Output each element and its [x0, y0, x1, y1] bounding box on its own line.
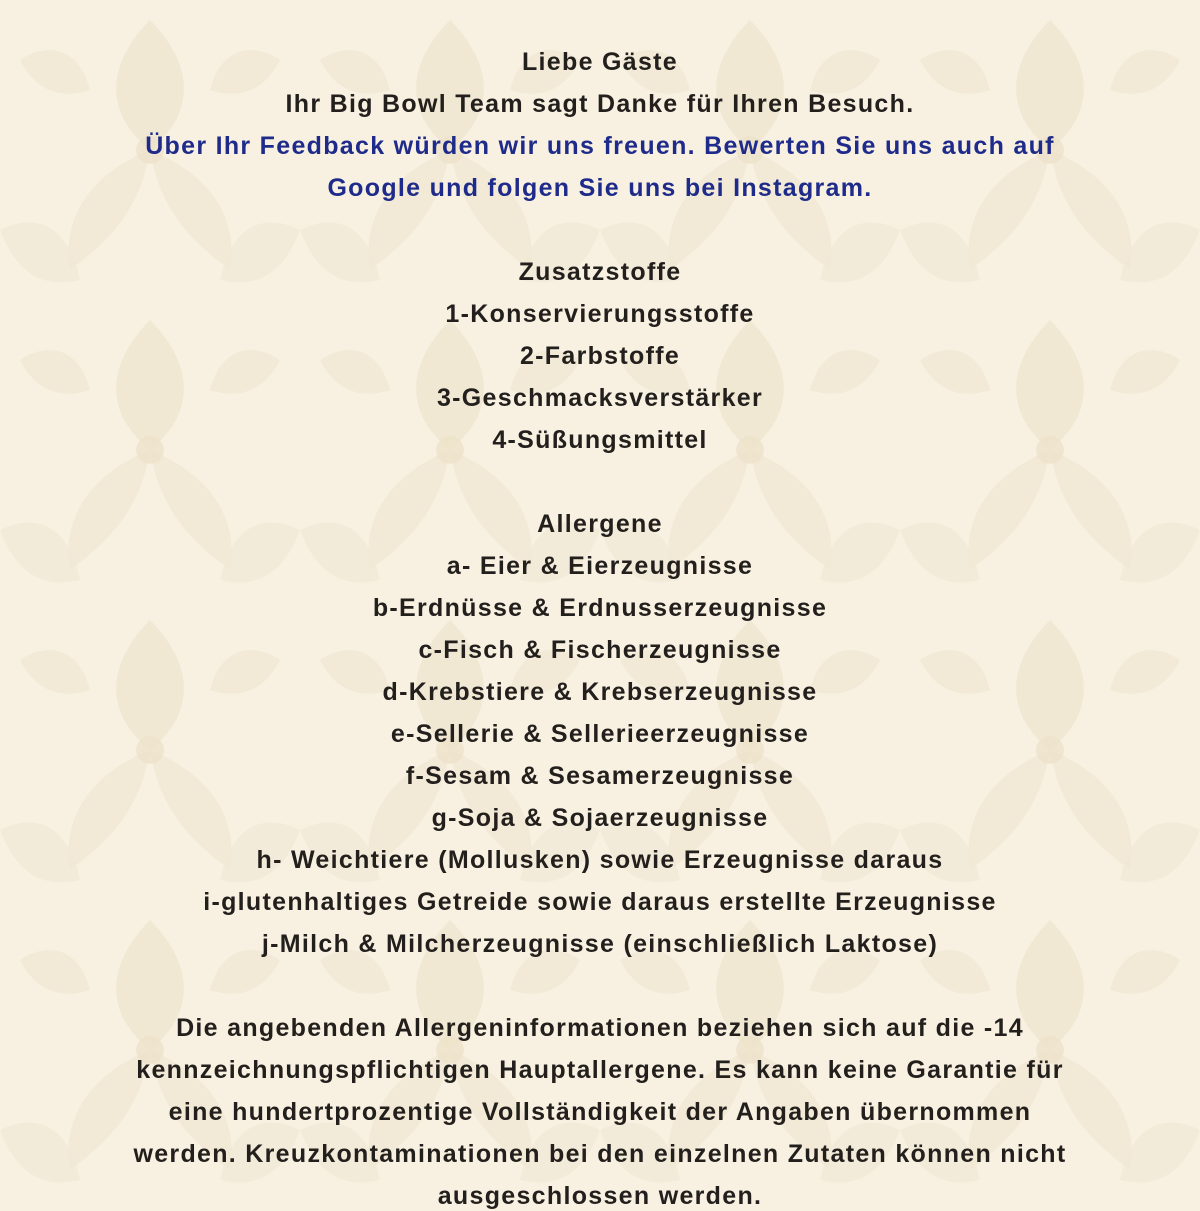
thanks-text: Ihr Big Bowl Team sagt Danke für Ihren Besuch. [285, 90, 915, 118]
allergen-item: b-Erdnüsse & Erdnusserzeugnisse [372, 594, 828, 622]
additive-item: 2-Farbstoffe [519, 342, 681, 370]
allergen-item: f-Sesam & Sesamerzeugnisse [405, 762, 795, 790]
greeting-title: Liebe Gäste [521, 48, 679, 76]
allergen-item: j-Milch & Milcherzeugnisse (einschließlich Laktose) [261, 930, 939, 958]
allergen-item: c-Fisch & Fischerzeugnisse [418, 636, 782, 664]
allergen-item: d-Krebstiere & Krebserzeugnisse [382, 678, 818, 706]
additive-item: 3-Geschmacksverstärker [436, 384, 764, 412]
allergen-item: i-glutenhaltiges Getreide sowie daraus erstellte Erzeugnisse [203, 888, 997, 916]
additive-item: 1-Konservierungsstoffe [445, 300, 755, 328]
disclaimer-line: Die angebenden Allergeninformationen beziehen sich auf die -14 [176, 1014, 1024, 1042]
feedback-text-line-1: Über Ihr Feedback würden wir uns freuen. Bewerten Sie uns auch auf [145, 132, 1055, 160]
disclaimer-line: kennzeichnungspflichtigen Hauptallergene. Es kann keine Garantie für [136, 1056, 1064, 1084]
disclaimer-line: ausgeschlossen werden. [437, 1182, 763, 1210]
allergen-item: a- Eier & Eierzeugnisse [446, 552, 754, 580]
feedback-text-line-2: Google und folgen Sie uns bei Instagram. [327, 174, 873, 202]
allergens-heading: Allergene [537, 510, 663, 538]
additive-item: 4-Süßungsmittel [492, 426, 708, 454]
disclaimer-line: werden. Kreuzkontaminationen bei den einzelnen Zutaten können nicht [133, 1140, 1067, 1168]
additives-heading: Zusatzstoffe [518, 258, 682, 286]
allergen-item: g-Soja & Sojaerzeugnisse [431, 804, 769, 832]
allergen-item: h- Weichtiere (Mollusken) sowie Erzeugnisse daraus [256, 846, 944, 874]
disclaimer-line: eine hundertprozentige Vollständigkeit der Angaben übernommen [168, 1098, 1032, 1126]
allergen-item: e-Sellerie & Sellerieerzeugnisse [390, 720, 810, 748]
